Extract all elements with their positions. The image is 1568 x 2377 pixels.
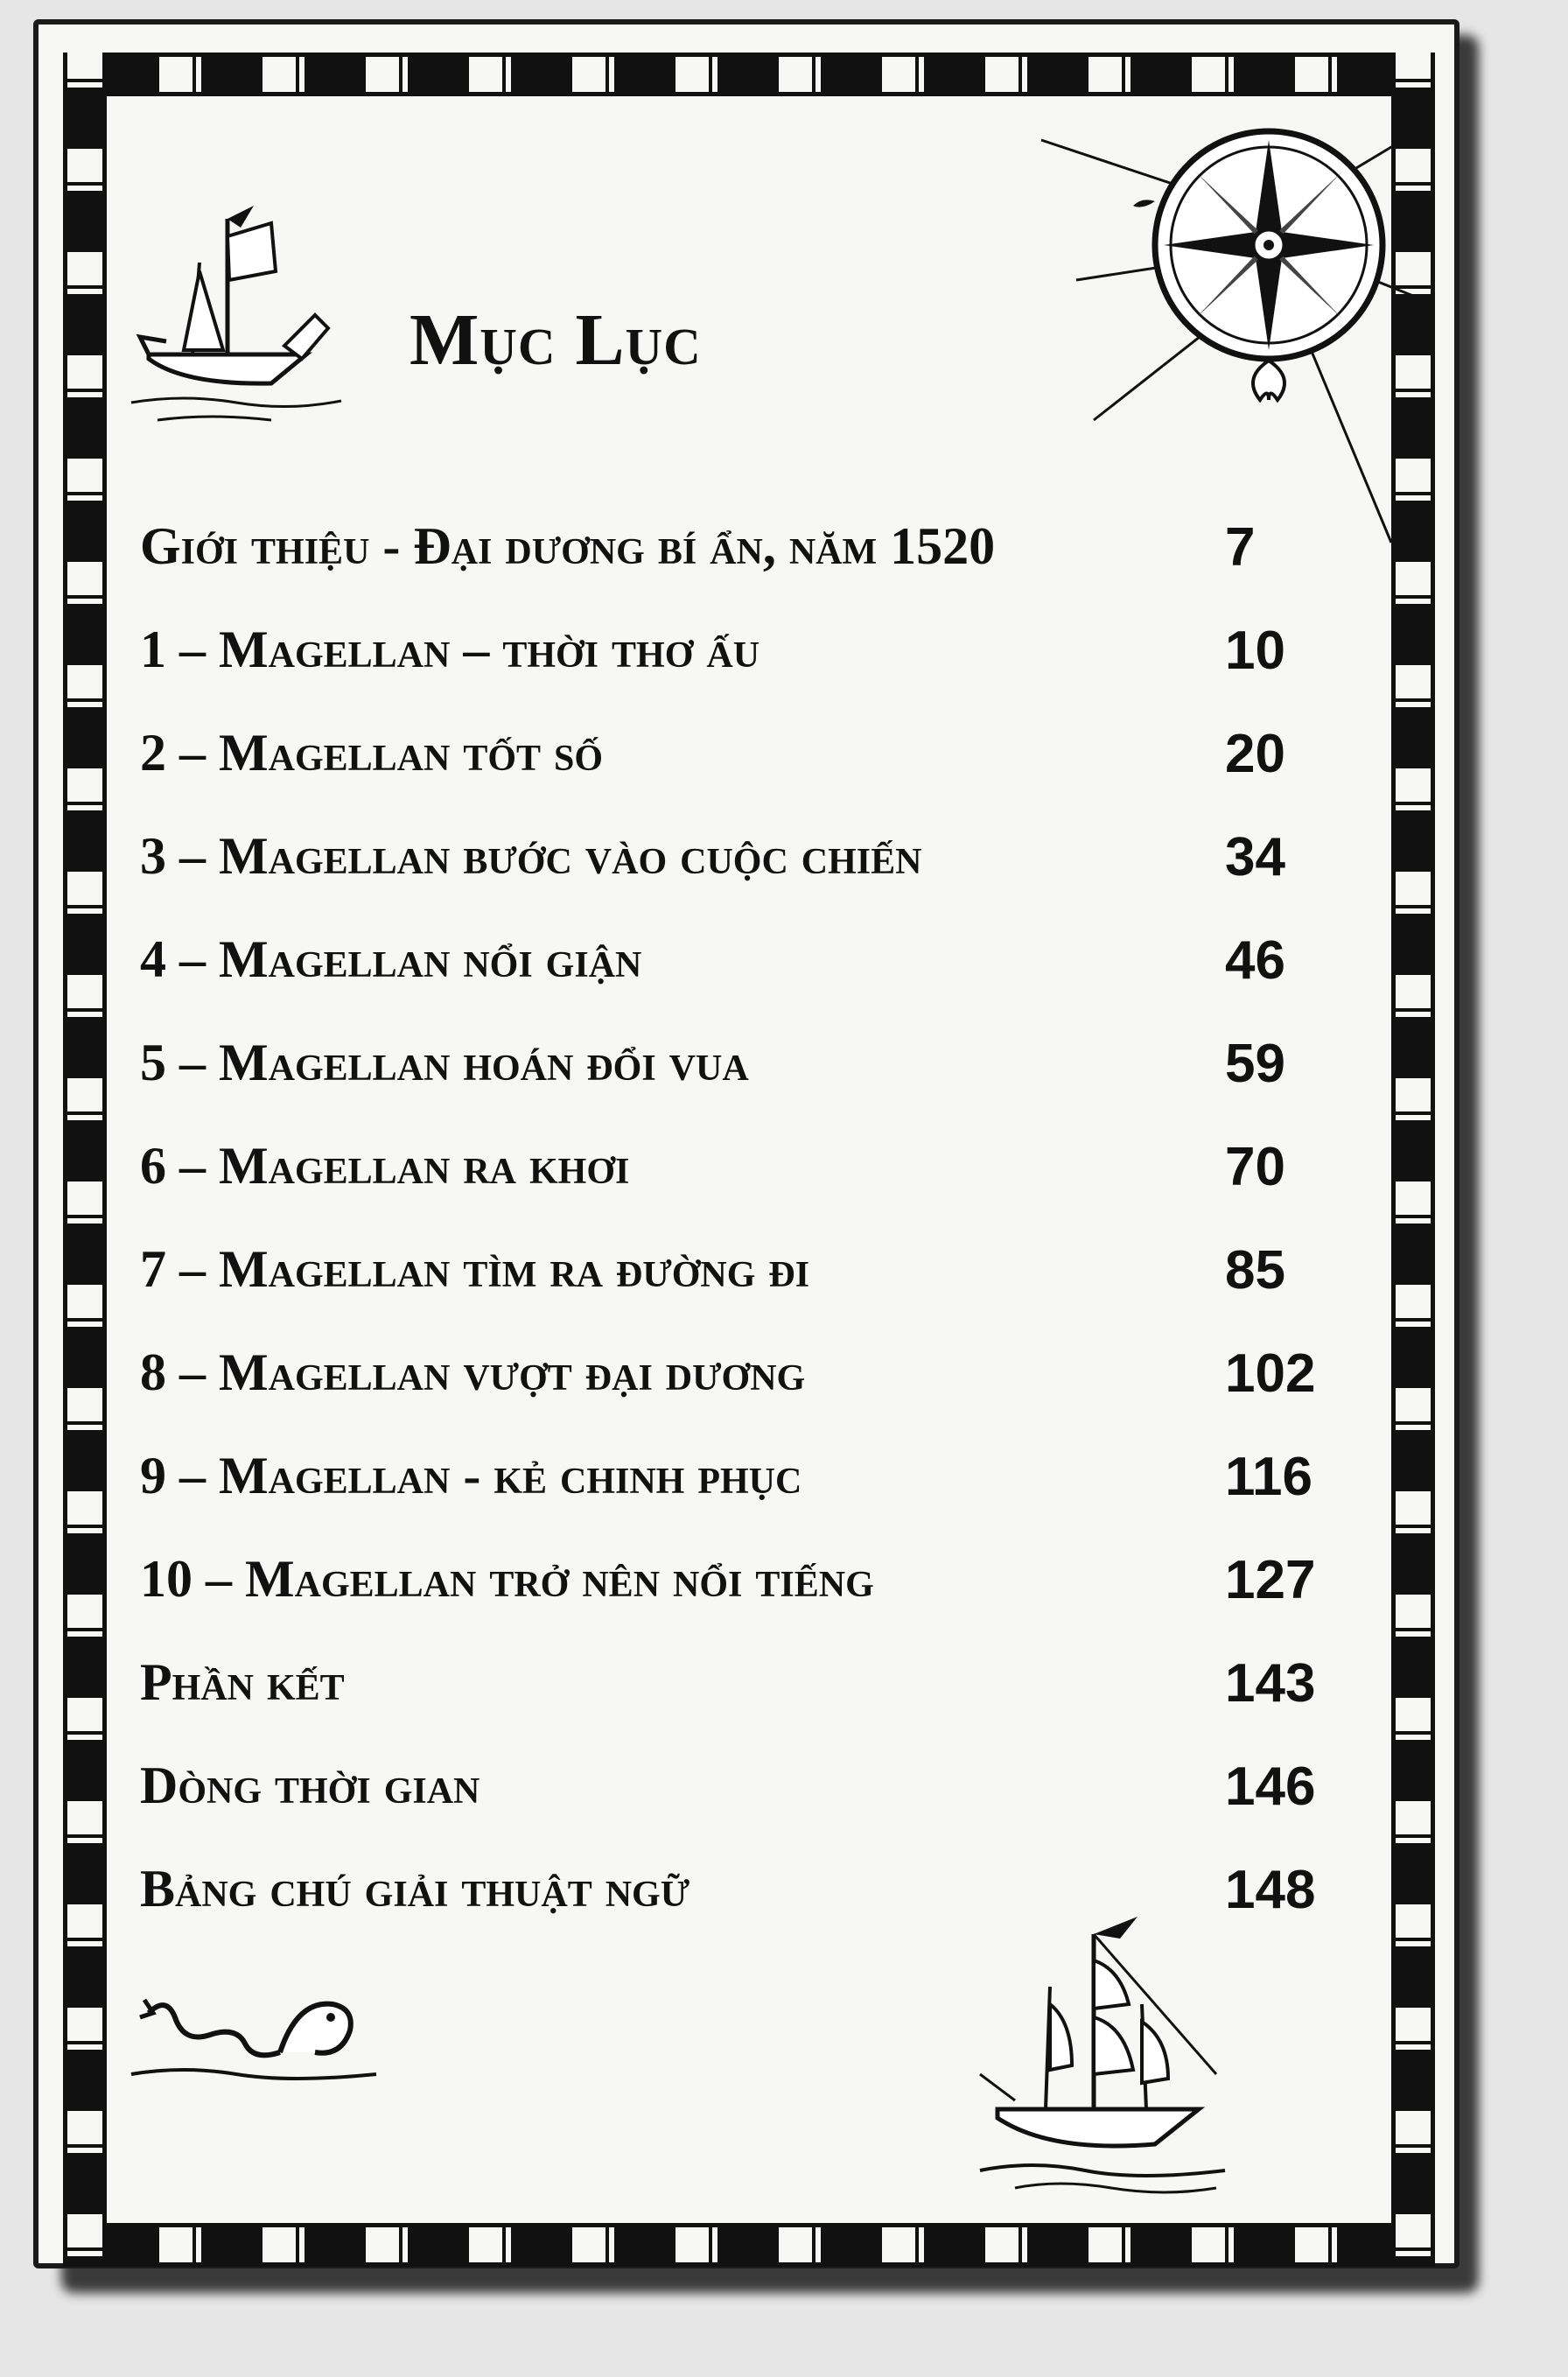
toc-page-number: 34 bbox=[1225, 827, 1285, 887]
toc-row bbox=[140, 1239, 1330, 1343]
toc-row bbox=[140, 1549, 1330, 1652]
toc-page-number: 59 bbox=[1225, 1034, 1285, 1094]
toc-page-number: 70 bbox=[1225, 1137, 1285, 1197]
toc-row bbox=[140, 1756, 1330, 1859]
toc-page-number: 85 bbox=[1225, 1240, 1285, 1301]
border-left bbox=[63, 53, 107, 2267]
toc-page-number: 10 bbox=[1225, 621, 1285, 681]
toc-chapter-title: 7 – Magellan tìm ra đường đi bbox=[140, 1240, 810, 1298]
toc-row bbox=[140, 516, 1330, 620]
toc-chapter-title: 5 – Magellan hoán đổi vua bbox=[140, 1034, 749, 1091]
border-top bbox=[63, 53, 1435, 96]
toc-chapter-title: 3 – Magellan bước vào cuộc chiến bbox=[140, 827, 922, 885]
toc-chapter-title: 9 – Magellan - kẻ chinh phục bbox=[140, 1447, 802, 1504]
toc-page-number: 146 bbox=[1225, 1756, 1316, 1817]
toc-page-number: 148 bbox=[1225, 1860, 1316, 1920]
toc-chapter-title: Giới thiệu - Đại dương bí ẩn, năm 1520 bbox=[140, 517, 996, 575]
page-title: Mục Lục bbox=[410, 299, 702, 381]
toc-chapter-title: Bảng chú giải thuật ngữ bbox=[140, 1860, 690, 1918]
toc-chapter-title: 8 – Magellan vượt đại dương bbox=[140, 1343, 806, 1401]
sea-serpent-icon bbox=[131, 1978, 394, 2100]
toc-chapter-title: 6 – Magellan ra khơi bbox=[140, 1137, 630, 1195]
toc-page-number: 127 bbox=[1225, 1550, 1316, 1610]
toc-chapter-title: Dòng thời gian bbox=[140, 1756, 480, 1814]
border-bottom bbox=[63, 2223, 1435, 2267]
toc-row bbox=[140, 929, 1330, 1033]
toc-row bbox=[140, 1033, 1330, 1136]
toc-row bbox=[140, 1136, 1330, 1239]
toc-row bbox=[140, 620, 1330, 723]
toc-row bbox=[140, 723, 1330, 826]
toc-chapter-title: 4 – Magellan nổi giận bbox=[140, 930, 642, 988]
toc-chapter-title: 2 – Magellan tốt số bbox=[140, 724, 604, 782]
toc-page-number: 46 bbox=[1225, 930, 1285, 991]
toc-row bbox=[140, 1343, 1330, 1446]
toc-page-number: 20 bbox=[1225, 724, 1285, 784]
toc-row bbox=[140, 1652, 1330, 1756]
toc-row bbox=[140, 1446, 1330, 1549]
toc-row bbox=[140, 826, 1330, 929]
toc-page-number: 116 bbox=[1225, 1447, 1313, 1507]
toc-page-number: 143 bbox=[1225, 1653, 1316, 1714]
toc-chapter-title: Phần kết bbox=[140, 1653, 345, 1711]
table-of-contents bbox=[140, 516, 1330, 1962]
toc-chapter-title: 10 – Magellan trở nên nổi tiếng bbox=[140, 1550, 874, 1608]
toc-page-number: 102 bbox=[1225, 1343, 1316, 1404]
compass-rose-icon bbox=[1041, 105, 1426, 560]
toc-chapter-title: 1 – Magellan – thời thơ ấu bbox=[140, 621, 760, 678]
toc-page-number: 7 bbox=[1225, 517, 1256, 578]
galleon-icon bbox=[962, 1908, 1242, 2205]
ship-icon bbox=[131, 184, 359, 446]
